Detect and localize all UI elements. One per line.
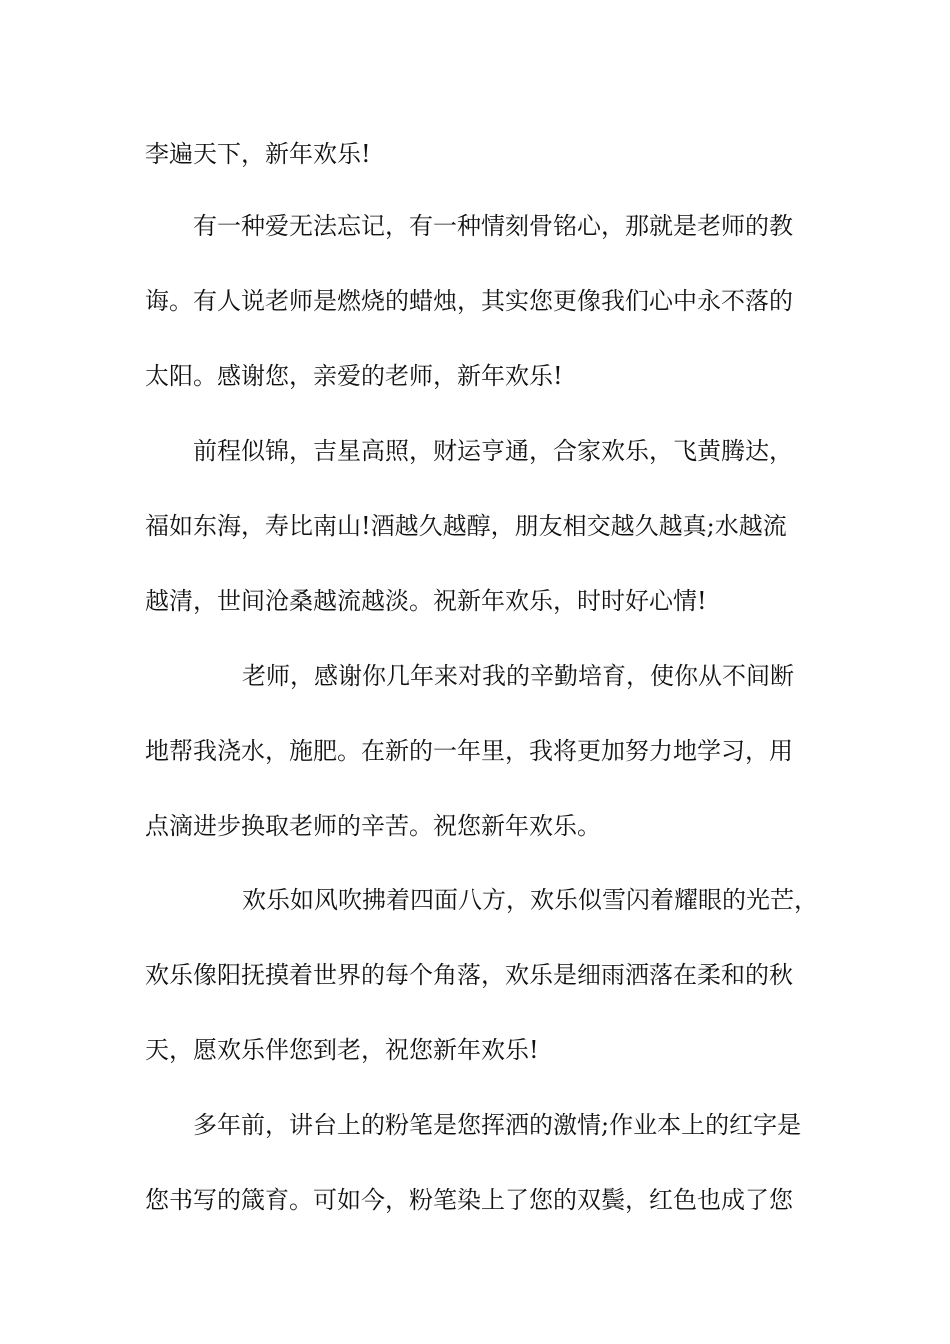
- text-line: 天，愿欢乐伴您到老，祝您新年欢乐!: [145, 1036, 539, 1064]
- text-line: 欢乐像阳抚摸着世界的每个角落，欢乐是细雨洒落在柔和的秋: [145, 961, 793, 989]
- text-line: 欢乐如风吹拂着四面八方，欢乐似雪闪着耀眼的光芒，: [242, 886, 818, 914]
- text-line: 诲。有人说老师是燃烧的蜡烛，其实您更像我们心中永不落的: [145, 287, 793, 315]
- text-line: 多年前，讲台上的粉笔是您挥洒的激情;作业本上的红字是: [193, 1111, 802, 1139]
- text-line: 您书写的箴育。可如今，粉笔染上了您的双鬓，红色也成了您: [145, 1186, 793, 1214]
- text-line: 地帮我浇水，施肥。在新的一年里，我将更加努力地学习，用: [145, 737, 793, 765]
- text-line: 前程似锦，吉星高照，财运亨通，合家欢乐，飞黄腾达，: [193, 437, 793, 465]
- text-line: 福如东海，寿比南山!酒越久越醇，朋友相交越久越真;水越流: [145, 512, 787, 540]
- text-line: 老师，感谢你几年来对我的辛勤培育，使你从不间断: [242, 662, 794, 690]
- text-line: 越清，世间沧桑越流越淡。祝新年欢乐，时时好心情!: [145, 587, 707, 615]
- text-line: 有一种爱无法忘记，有一种情刻骨铭心，那就是老师的教: [193, 212, 793, 240]
- text-line: 李遍天下，新年欢乐!: [145, 140, 371, 168]
- text-line: 太阳。感谢您，亲爱的老师，新年欢乐!: [145, 362, 563, 390]
- text-line: 点滴进步换取老师的辛苦。祝您新年欢乐。: [145, 812, 601, 840]
